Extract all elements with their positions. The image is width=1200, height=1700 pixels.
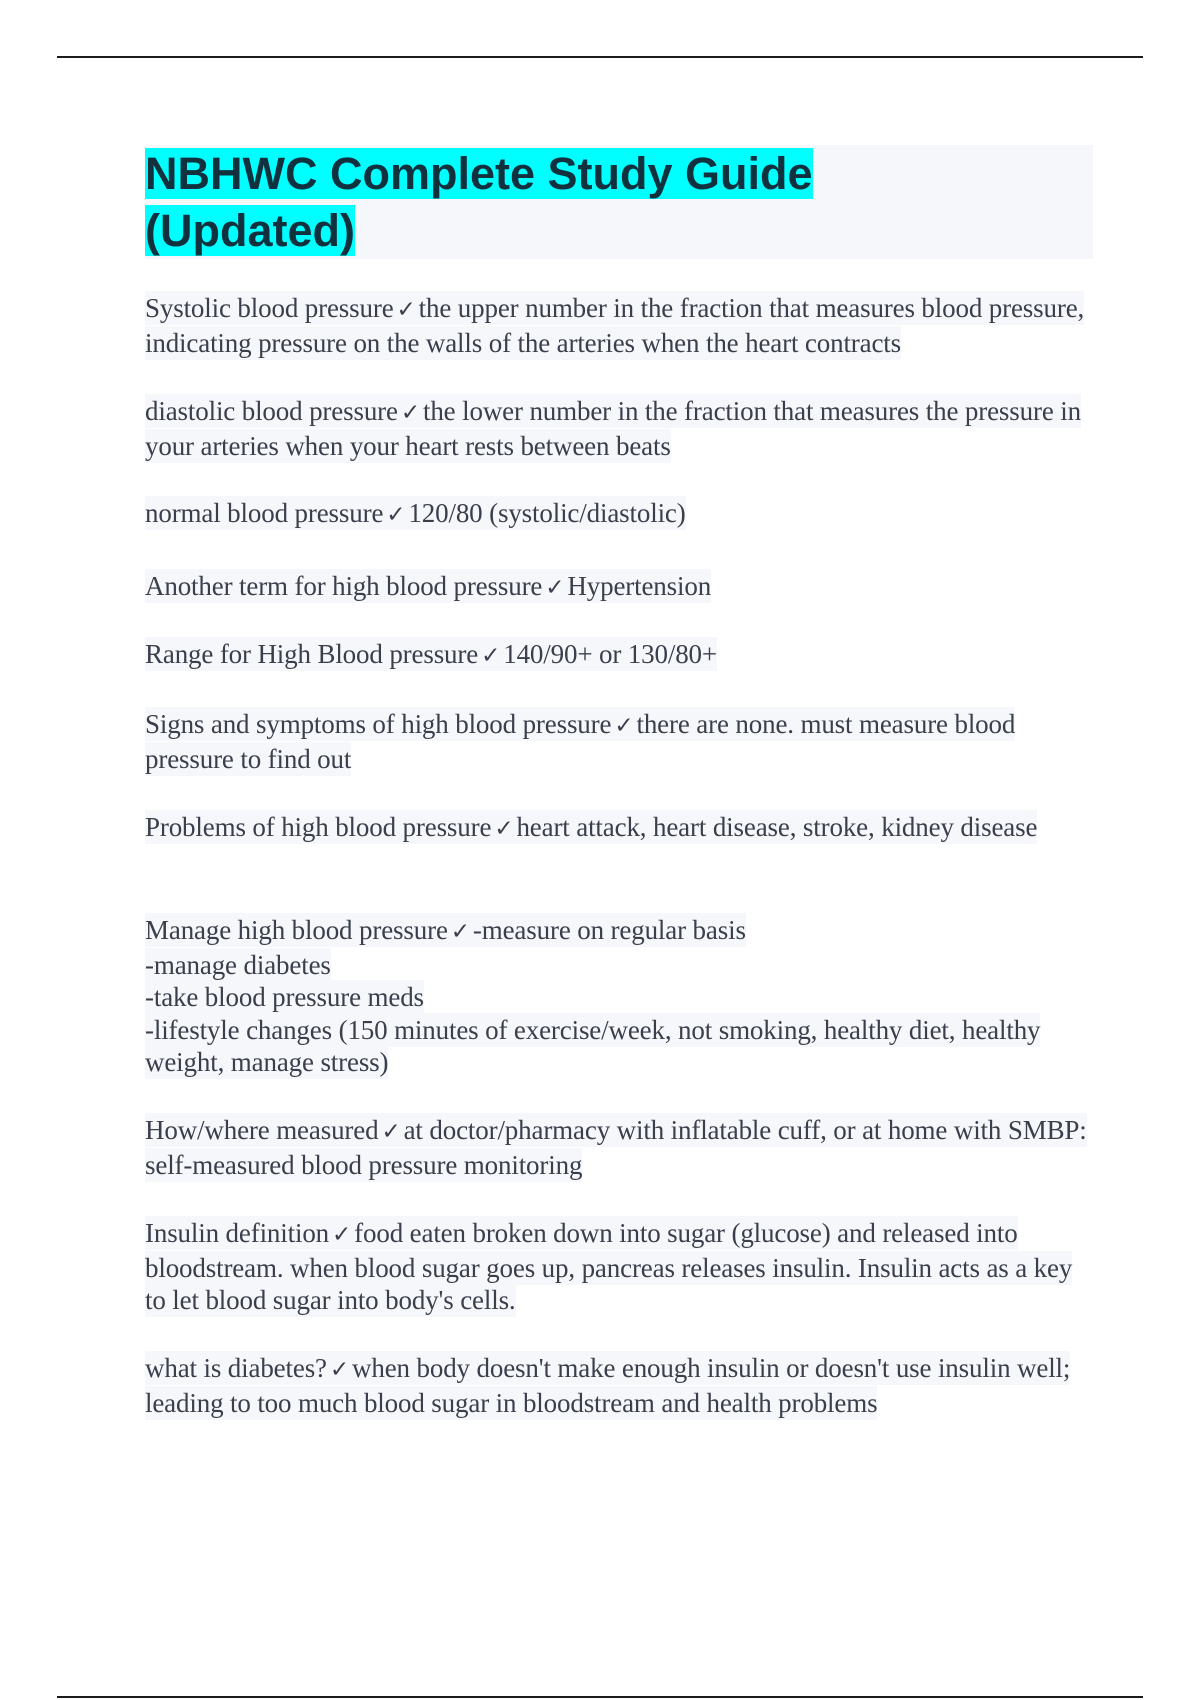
entry-definition: when body doesn't make enough insulin or doesn't use insulin well; leading to too much blood sugar in bloodstream and health problems <box>145 1353 1071 1418</box>
entry-definition: 140/90+ or 130/80+ <box>503 639 717 669</box>
flashcard-entry <box>145 638 717 673</box>
check-icon: ✓ <box>332 1222 352 1248</box>
check-icon: ✓ <box>494 816 514 842</box>
entry-term: Systolic blood pressure <box>145 293 394 323</box>
entry-term: what is diabetes? <box>145 1353 327 1383</box>
flashcard-entry <box>145 914 1095 1079</box>
entry-definition: the upper number in the fraction that measures blood pressure, indicating pressure on the walls of the arteries when the heart contracts <box>145 293 1085 358</box>
entry-term: normal blood pressure <box>145 498 384 528</box>
entry-definition-line: -lifestyle changes (150 minutes of exercise/week, not smoking, healthy diet, healthy weight, manage stress) <box>145 1014 1041 1077</box>
entry-term: Insulin definition <box>145 1218 330 1248</box>
check-icon: ✓ <box>386 502 406 528</box>
check-icon: ✓ <box>614 713 634 739</box>
entry-definition-line: -take blood pressure meds <box>145 982 424 1012</box>
flashcard-entry <box>145 570 711 605</box>
entry-definition: food eaten broken down into sugar (glucose) and released into bloodstream. when blood sugar goes up, pancreas releases insulin. Insulin acts as a key to let blood sugar into body's cells. <box>145 1218 1073 1315</box>
flashcard-entry <box>145 1114 1095 1181</box>
flashcard-entry <box>145 708 1095 775</box>
check-icon: ✓ <box>481 643 501 669</box>
flashcard-entry <box>145 1217 1095 1317</box>
entry-definition: heart attack, heart disease, stroke, kidney disease <box>516 812 1038 842</box>
check-icon: ✓ <box>329 1357 350 1383</box>
page-title: NBHWC Complete Study Guide (Updated) <box>145 148 813 256</box>
entry-definition: at doctor/pharmacy with inflatable cuff, or at home with SMBP: self-measured blood pressure monitoring <box>145 1115 1087 1180</box>
flashcard-entry <box>145 292 1095 359</box>
entry-term: Problems of high blood pressure <box>145 812 492 842</box>
check-icon: ✓ <box>381 1119 401 1145</box>
entry-definition: there are none. must measure blood pressure to find out <box>145 709 1016 774</box>
entry-term: Manage high blood pressure <box>145 915 448 945</box>
flashcard-entry <box>145 497 686 532</box>
entry-term: Signs and symptoms of high blood pressure <box>145 709 612 739</box>
flashcard-entry <box>145 811 1037 846</box>
entry-definition: -measure on regular basis <box>472 915 746 945</box>
check-icon: ✓ <box>450 919 470 945</box>
check-icon: ✓ <box>396 297 416 323</box>
entry-term: Range for High Blood pressure <box>145 639 479 669</box>
check-icon: ✓ <box>545 575 565 601</box>
check-icon: ✓ <box>400 400 420 426</box>
header-rule <box>57 56 1143 58</box>
entry-definition-line: -manage diabetes <box>145 949 331 980</box>
entry-definition: the lower number in the fraction that measures the pressure in your arteries when your heart rests between beats <box>145 396 1081 461</box>
entry-definition: 120/80 (systolic/diastolic) <box>408 498 686 528</box>
entry-term: How/where measured <box>145 1115 379 1145</box>
flashcard-entry <box>145 1352 1095 1419</box>
entry-term: diastolic blood pressure <box>145 396 398 426</box>
flashcard-entry <box>145 395 1095 462</box>
footer-rule <box>57 1696 1143 1698</box>
entry-term: Another term for high blood pressure <box>145 571 543 601</box>
entry-definition: Hypertension <box>567 571 712 601</box>
